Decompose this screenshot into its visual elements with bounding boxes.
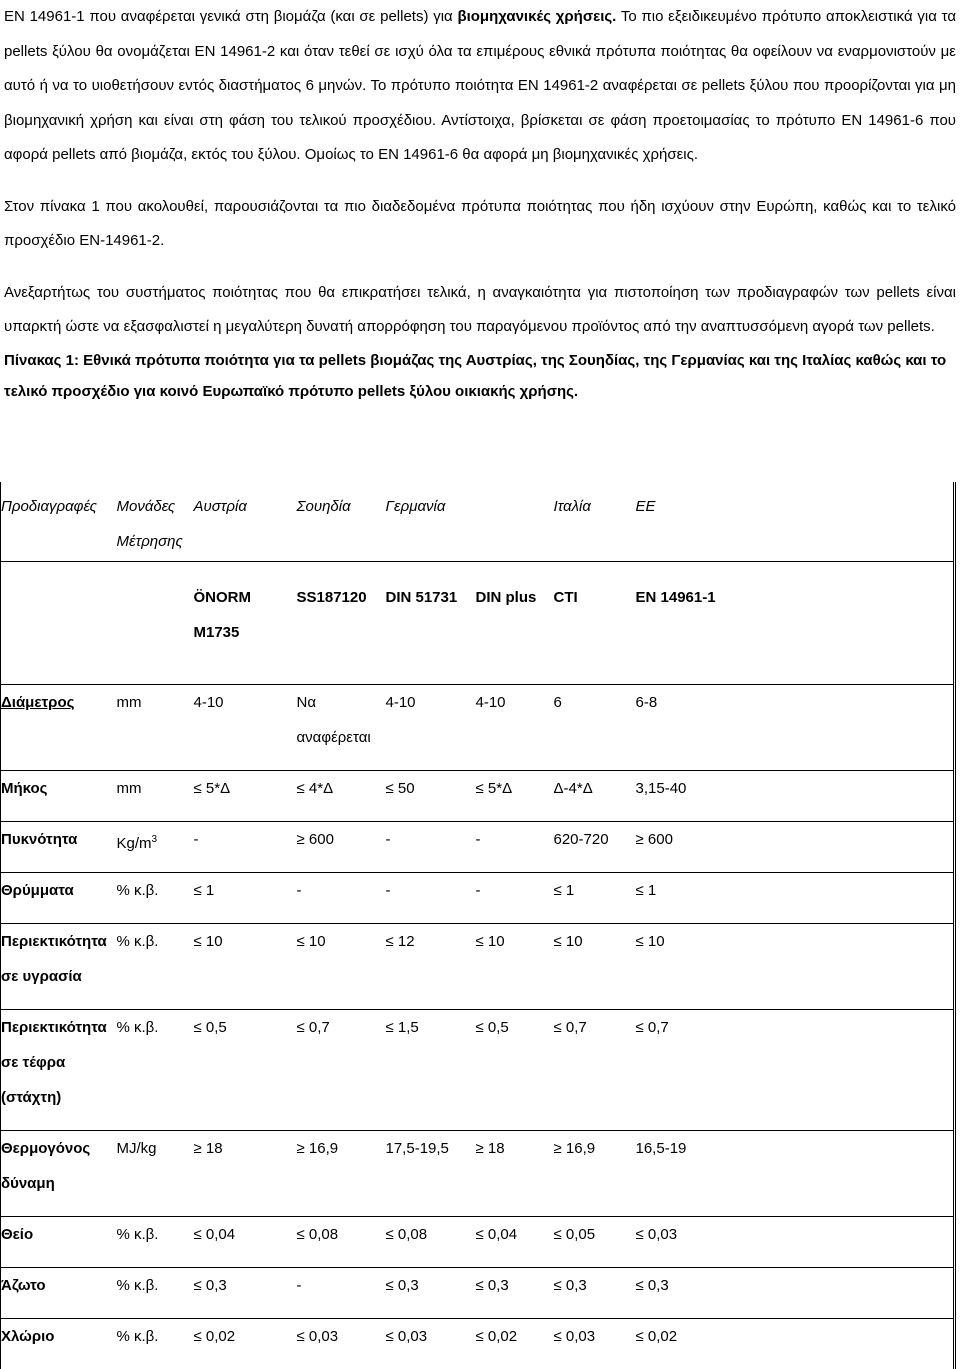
row-value: 4-10 bbox=[476, 685, 554, 771]
row-value: 6 bbox=[554, 685, 636, 771]
standards-cell-austria: ÖNORM M1735 bbox=[194, 562, 297, 685]
row-value: ≤ 0,7 bbox=[554, 1010, 636, 1131]
row-value: ≥ 600 bbox=[636, 822, 955, 873]
row-unit-text: mm bbox=[117, 694, 142, 711]
row-value: 3,15-40 bbox=[636, 771, 955, 822]
row-value: - bbox=[386, 873, 476, 924]
row-value: ≤ 12 bbox=[386, 924, 476, 1010]
row-unit-text: % κ.β. bbox=[117, 1226, 159, 1243]
row-value: ≤ 0,02 bbox=[636, 1319, 955, 1369]
row-unit-text: Kg/m bbox=[117, 835, 152, 852]
row-value: Να αναφέρεται bbox=[297, 685, 386, 771]
row-value: ≥ 600 bbox=[297, 822, 386, 873]
row-unit bbox=[117, 924, 194, 1010]
row-unit bbox=[117, 1217, 194, 1268]
row-value: ≤ 10 bbox=[297, 924, 386, 1010]
standards-cell-eu: EN 14961-1 bbox=[636, 562, 955, 685]
intro-paragraph-2: Στον πίνακα 1 που ακολουθεί, παρουσιάζονται τα πιο διαδεδομένα πρότυπα ποιότητας που ήδη ισχύουν στην Ευρώπη, καθώς και το τελικό προσχέδιο ΕΝ-14961-2. bbox=[4, 190, 956, 259]
intro-paragraph-1 bbox=[4, 0, 956, 173]
standards-cell-1 bbox=[117, 562, 194, 685]
row-value: ≥ 16,9 bbox=[554, 1131, 636, 1217]
row-value: 17,5-19,5 bbox=[386, 1131, 476, 1217]
document-page bbox=[4, 0, 956, 407]
row-spec-name: Μήκος bbox=[1, 771, 117, 822]
row-value: ≤ 5*Δ bbox=[194, 771, 297, 822]
row-value: ≤ 0,5 bbox=[194, 1010, 297, 1131]
header-cell-austria: Αυστρία bbox=[194, 482, 297, 562]
row-value: ≤ 0,02 bbox=[476, 1319, 554, 1369]
row-value: ≤ 5*Δ bbox=[476, 771, 554, 822]
header-cell-empty bbox=[476, 482, 554, 562]
row-value: ≤ 0,04 bbox=[476, 1217, 554, 1268]
header-cell-eu: ΕΕ bbox=[636, 482, 955, 562]
table-row bbox=[1, 1268, 955, 1319]
row-spec-name: Θείο bbox=[1, 1217, 117, 1268]
row-value: ≤ 1 bbox=[636, 873, 955, 924]
pellet-standards-table bbox=[0, 482, 956, 1369]
row-value: ≤ 0,08 bbox=[297, 1217, 386, 1268]
row-unit bbox=[117, 873, 194, 924]
table-row bbox=[1, 924, 955, 1010]
row-unit bbox=[117, 685, 194, 771]
table-caption: Πίνακας 1: Εθνικά πρότυπα ποιότητα για τα pellets βιομάζας της Αυστρίας, της Σουηδίας, της Γερμανίας και της Ιταλίας καθώς και το τελικό προσχέδιο για κοινό Ευρωπαϊκό πρότυπο pellets ξύλου οικιακής χρήσης. bbox=[4, 345, 956, 407]
row-value: Δ-4*Δ bbox=[554, 771, 636, 822]
intro-paragraph-1-text-b: Το πιο εξειδικευμένο πρότυπο αποκλειστικά για τα pellets ξύλου θα ονομάζεται ΕΝ 14961-2 και όταν τεθεί σε ισχύ όλα τα επιμέρους εθνικά πρότυπα ποιότητας θα οφείλουν να εναρμονιστούν με αυτό ή να το υιοθετήσουν εντός διαστήματος 6 μηνών. Το πρότυπο ποιότητα ΕΝ 14961-2 αναφέρεται σε pellets ξύλου που προορίζονται για μη βιομηχανική χρήση και είναι στη φάση του τελικού προσχέδιου. Αντίστοιχα, βρίσκεται σε φάση προετοιμασίας το πρότυπο ΕΝ 14961-6 που αφορά pellets από βιομάζα, εκτός του ξύλου. Ομοίως το ΕΝ 14961-6 θα αφορά μη βιομηχανικές χρήσεις. bbox=[4, 8, 956, 163]
row-unit-superscript: 3 bbox=[152, 834, 158, 845]
row-value: - bbox=[297, 1268, 386, 1319]
row-spec-name: Διάμετρος bbox=[1, 685, 117, 771]
header-cell-unit: Μονάδες Μέτρησης bbox=[117, 482, 194, 562]
row-value: ≤ 0,5 bbox=[476, 1010, 554, 1131]
standards-cell-germany-plus: DIN plus bbox=[476, 562, 554, 685]
intro-paragraph-1-bold: βιομηχανικές χρήσεις. bbox=[457, 8, 616, 25]
table-row bbox=[1, 771, 955, 822]
row-unit-text: % κ.β. bbox=[117, 933, 159, 950]
row-unit bbox=[117, 1010, 194, 1131]
intro-paragraph-1-text-a: ΕΝ 14961-1 που αναφέρεται γενικά στη βιομάζα (και σε pellets) για bbox=[4, 8, 457, 25]
row-spec-name: Πυκνότητα bbox=[1, 822, 117, 873]
row-value: 4-10 bbox=[386, 685, 476, 771]
row-unit-text: MJ/kg bbox=[117, 1140, 157, 1157]
row-value: ≤ 0,02 bbox=[194, 1319, 297, 1369]
row-value: 16,5-19 bbox=[636, 1131, 955, 1217]
row-value: ≤ 0,7 bbox=[297, 1010, 386, 1131]
row-value: ≤ 10 bbox=[554, 924, 636, 1010]
row-value: ≤ 1,5 bbox=[386, 1010, 476, 1131]
row-value: ≤ 0,05 bbox=[554, 1217, 636, 1268]
row-unit bbox=[117, 1131, 194, 1217]
table-row bbox=[1, 1217, 955, 1268]
row-value: ≤ 0,3 bbox=[194, 1268, 297, 1319]
row-value: ≤ 0,03 bbox=[297, 1319, 386, 1369]
row-value: ≤ 0,3 bbox=[386, 1268, 476, 1319]
row-spec-name: Χλώριο bbox=[1, 1319, 117, 1369]
row-unit bbox=[117, 771, 194, 822]
intro-paragraph-3: Ανεξαρτήτως του συστήματος ποιότητας που θα επικρατήσει τελικά, η αναγκαιότητα για πιστοποίηση των προδιαγραφών των pellets είναι υπαρκτή ώστε να εξασφαλιστεί η μεγαλύτερη δυνατή απορρόφηση του παραγόμενου προϊόντος από την αναπτυσσόμενη αγορά των pellets. bbox=[4, 276, 956, 345]
row-value: ≤ 0,3 bbox=[636, 1268, 955, 1319]
row-value: ≥ 18 bbox=[476, 1131, 554, 1217]
header-cell-spec: Προδιαγραφές bbox=[1, 482, 117, 562]
row-value: 620-720 bbox=[554, 822, 636, 873]
row-value: ≤ 10 bbox=[194, 924, 297, 1010]
row-value: ≤ 0,7 bbox=[636, 1010, 955, 1131]
row-value: ≤ 10 bbox=[476, 924, 554, 1010]
row-value: - bbox=[476, 822, 554, 873]
row-spec-name: Θερμογόνος δύναμη bbox=[1, 1131, 117, 1217]
header-cell-germany: Γερμανία bbox=[386, 482, 476, 562]
standards-cell-germany: DIN 51731 bbox=[386, 562, 476, 685]
row-value: ≥ 16,9 bbox=[297, 1131, 386, 1217]
row-value: ≥ 18 bbox=[194, 1131, 297, 1217]
table-header-row bbox=[1, 482, 955, 562]
table-row bbox=[1, 1319, 955, 1369]
row-spec-name: Άζωτο bbox=[1, 1268, 117, 1319]
row-value: - bbox=[386, 822, 476, 873]
standards-cell-0 bbox=[1, 562, 117, 685]
table-row bbox=[1, 1131, 955, 1217]
row-value: ≤ 4*Δ bbox=[297, 771, 386, 822]
row-unit bbox=[117, 1268, 194, 1319]
row-unit bbox=[117, 1319, 194, 1369]
row-value: ≤ 0,08 bbox=[386, 1217, 476, 1268]
header-cell-sweden: Σουηδία bbox=[297, 482, 386, 562]
row-unit bbox=[117, 822, 194, 873]
standards-cell-sweden: SS187120 bbox=[297, 562, 386, 685]
row-value: ≤ 0,3 bbox=[476, 1268, 554, 1319]
table-row bbox=[1, 1010, 955, 1131]
row-value: - bbox=[194, 822, 297, 873]
row-unit-text: % κ.β. bbox=[117, 882, 159, 899]
table-row bbox=[1, 873, 955, 924]
row-value: - bbox=[476, 873, 554, 924]
row-unit-text: mm bbox=[117, 780, 142, 797]
row-value: ≤ 0,3 bbox=[554, 1268, 636, 1319]
row-unit-text: % κ.β. bbox=[117, 1277, 159, 1294]
row-value: ≤ 0,03 bbox=[554, 1319, 636, 1369]
row-value: ≤ 1 bbox=[554, 873, 636, 924]
header-cell-italy: Ιταλία bbox=[554, 482, 636, 562]
table-standards-row bbox=[1, 562, 955, 685]
table-row bbox=[1, 685, 955, 771]
row-value: 4-10 bbox=[194, 685, 297, 771]
row-value: - bbox=[297, 873, 386, 924]
row-value: ≤ 0,03 bbox=[386, 1319, 476, 1369]
row-spec-name: Θρύμματα bbox=[1, 873, 117, 924]
row-unit-text: % κ.β. bbox=[117, 1019, 159, 1036]
row-value: ≤ 1 bbox=[194, 873, 297, 924]
standards-cell-italy: CTI bbox=[554, 562, 636, 685]
row-value: ≤ 0,03 bbox=[636, 1217, 955, 1268]
row-value: ≤ 50 bbox=[386, 771, 476, 822]
table-row bbox=[1, 822, 955, 873]
row-spec-name: Περιεκτικότητα σε τέφρα (στάχτη) bbox=[1, 1010, 117, 1131]
row-unit-text: % κ.β. bbox=[117, 1328, 159, 1345]
row-value: 6-8 bbox=[636, 685, 955, 771]
table-body bbox=[1, 482, 955, 1369]
row-spec-name: Περιεκτικότητα σε υγρασία bbox=[1, 924, 117, 1010]
row-value: ≤ 10 bbox=[636, 924, 955, 1010]
row-value: ≤ 0,04 bbox=[194, 1217, 297, 1268]
